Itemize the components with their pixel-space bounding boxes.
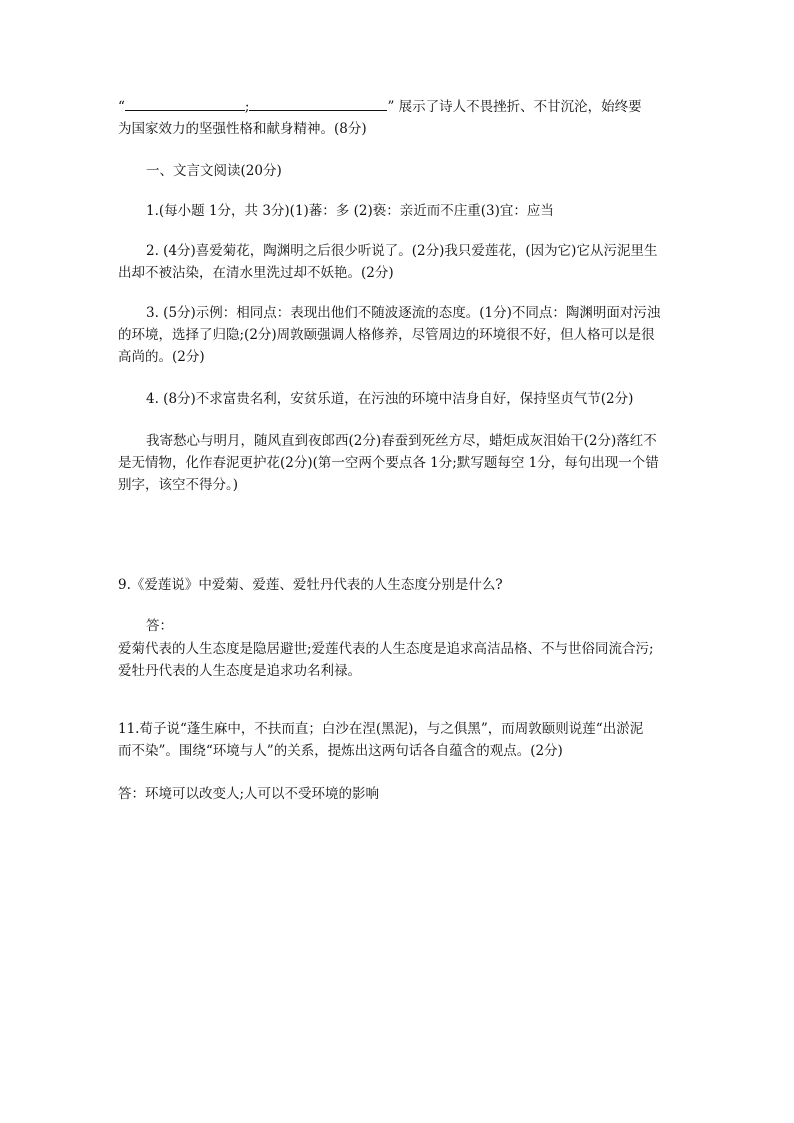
fill-blank-question [118,96,678,140]
answer-5-line-3: 别字，该空不得分。) [118,477,239,493]
question-9-answer-label: 答： [146,618,173,634]
fill-blank-line-2: 为国家效力的坚强性格和献身精神。(8分) [118,121,367,137]
question-11-line-1: 11.荀子说“蓬生麻中，不扶而直；白沙在涅(黑泥)，与之俱黑”，而周敦颐则说莲“出淤泥 [118,721,644,737]
question-9-answer [118,638,678,682]
answer-blank-2[interactable] [249,96,387,111]
answer-2 [118,240,678,284]
question-11 [118,718,678,762]
answer-2-line-1: 2. (4分)喜爱菊花，陶渊明之后很少听说了。(2分)我只爱莲花，(因为它)它从污泥里生 [146,243,658,259]
answer-4-line-1: 4. (8分)不求富贵名利，安贫乐道，在污浊的环境中洁身自好，保持坚贞气节(2分) [146,391,634,407]
question-9: 9.《爱莲说》中爱菊、爱莲、爱牡丹代表的人生态度分别是什么? [118,577,503,593]
answer-3 [118,302,678,368]
answer-5-line-2: 是无情物，化作春泥更护花(2分)(第一空两个要点各 1分;默写题每空 1分，每句出现一个错 [118,455,659,471]
answer-5-line-1: 我寄愁心与明月，随风直到夜郎西(2分)春蚕到死丝方尽，蜡炬成灰泪始干(2分)落红不 [146,433,657,449]
fill-blank-line-1-rest: 展示了诗人不畏挫折、不甘沉沦，始终要 [394,99,642,115]
answer-2-line-2: 出却不被沾染，在清水里洗过却不妖艳。(2分) [118,265,394,281]
question-9-answer-line-2: 爱牡丹代表的人生态度是追求功名利禄。 [118,663,361,679]
answer-3-line-2: 的环境，选择了归隐;(2分)周敦颐强调人格修养，尽管周边的环境很不好，但人格可以是很 [118,327,655,343]
answer-3-line-3: 高尚的。(2分) [118,349,205,365]
answer-1 [118,200,678,222]
question-11-line-2: 而不染”。围绕“环境与人”的关系，提炼出这两句话各自蕴含的观点。(2分) [118,743,563,759]
answer-5 [118,430,678,496]
fill-blank-line-1 [118,96,678,118]
answer-1-line-1: 1.(每小题 1分，共 3分)(1)蕃：多 (2)亵：亲近而不庄重(3)宜：应当 [146,203,554,219]
open-quote: “ [118,99,125,115]
answer-4 [118,388,678,410]
close-quote: ” [387,99,395,115]
answer-3-line-1: 3. (5分)示例：相同点：表现出他们不随波逐流的态度。(1分)不同点：陶渊明面对污浊 [146,305,661,321]
question-11-answer: 答：环境可以改变人;人可以不受环境的影响 [118,786,380,802]
section-heading: 一、文言文阅读(20分) [146,163,282,179]
blank-separator: ; [244,99,250,115]
question-9-answer-line-1: 爱菊代表的人生态度是隐居避世;爱莲代表的人生态度是追求高洁品格、不与世俗同流合污; [118,641,654,657]
answer-blank-1[interactable] [125,96,245,111]
